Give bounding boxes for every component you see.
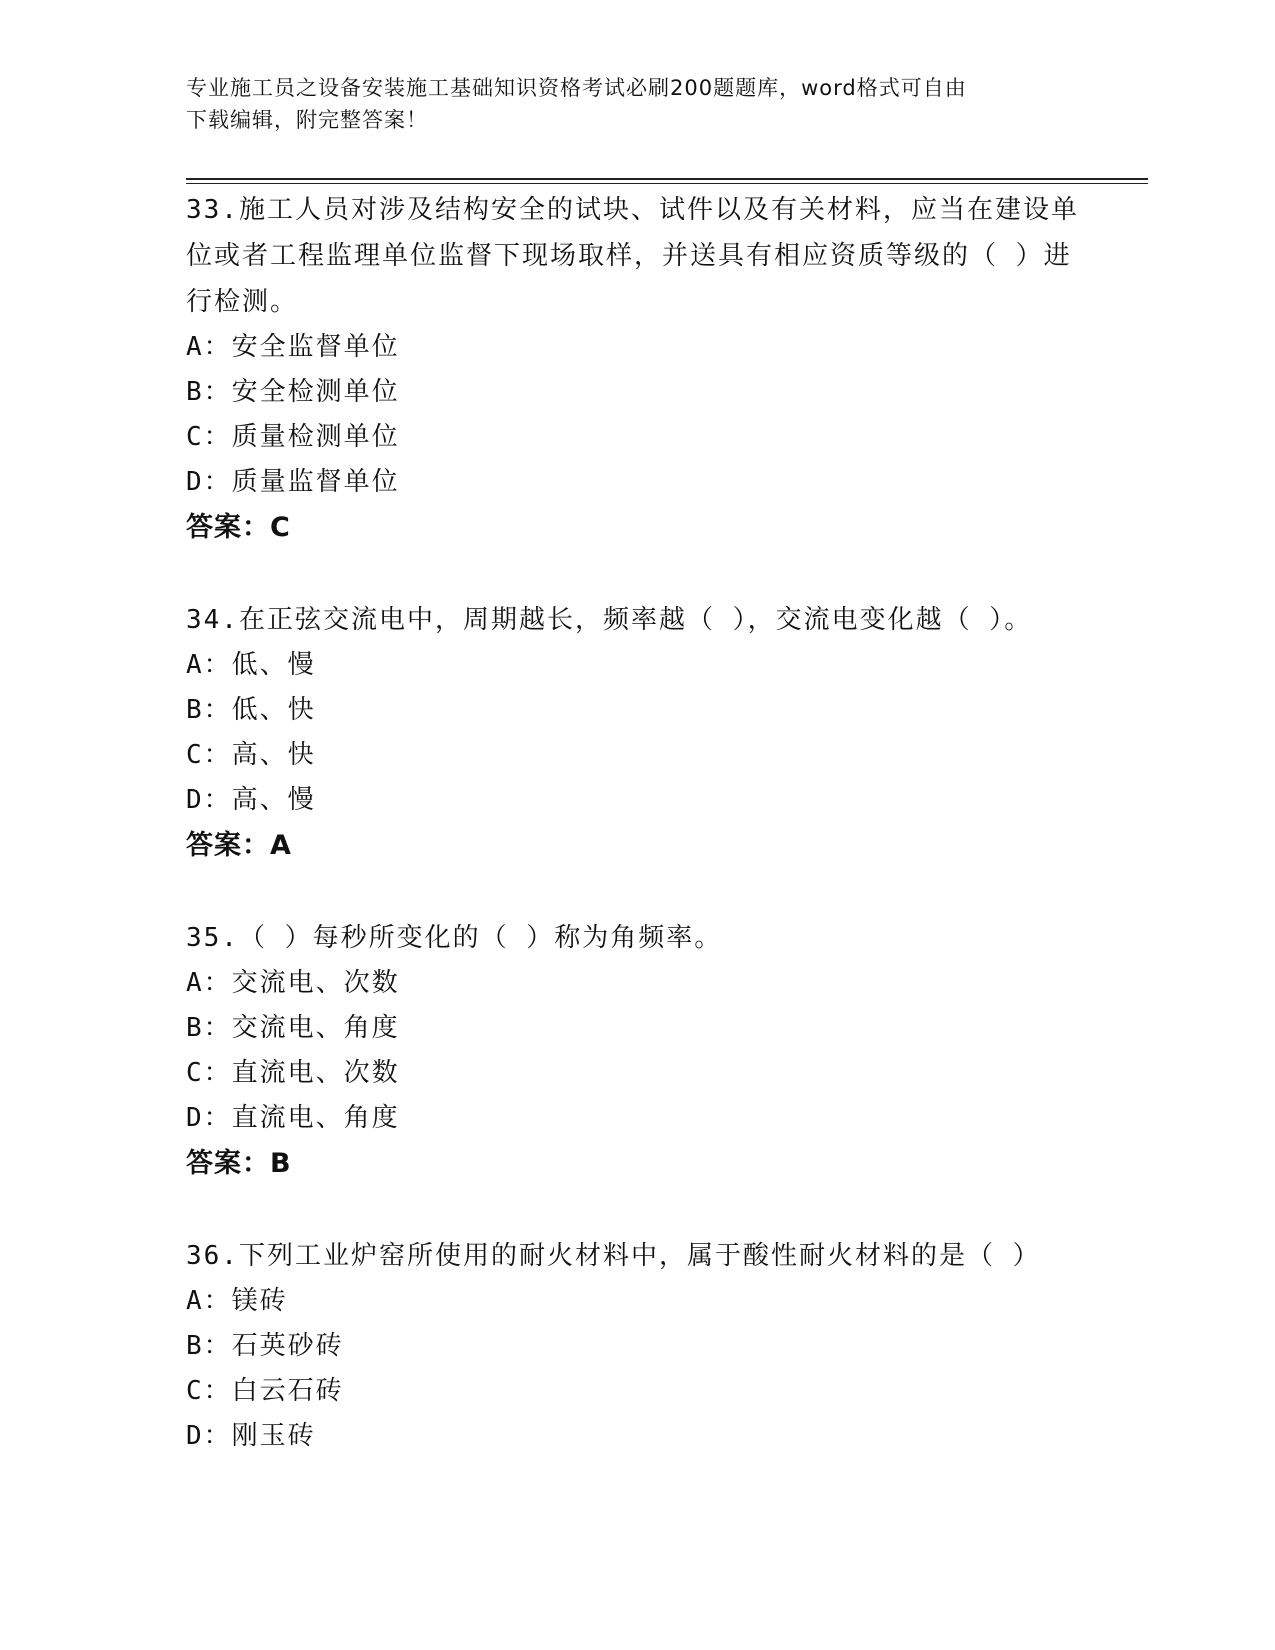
option-c: C：白云石砖 bbox=[186, 1376, 344, 1406]
option-d: D：刚玉砖 bbox=[186, 1421, 316, 1451]
option-b: B：低、快 bbox=[186, 695, 316, 725]
option-list bbox=[186, 643, 1086, 823]
question-35 bbox=[186, 915, 1086, 1187]
question-text: 35.（ ）每秒所变化的（ ）称为角频率。 bbox=[186, 923, 723, 953]
question-text: 36.下列工业炉窑所使用的耐火材料中，属于酸性耐火材料的是（ ） bbox=[186, 1241, 1041, 1271]
question-33 bbox=[186, 187, 1086, 551]
option-b: B：交流电、角度 bbox=[186, 1013, 400, 1043]
option-a: A：低、慢 bbox=[186, 650, 316, 680]
answer-label: 答案：B bbox=[186, 1148, 292, 1179]
question-list bbox=[186, 187, 1086, 1505]
header-divider-thin bbox=[186, 183, 1148, 184]
option-list bbox=[186, 1279, 1086, 1459]
option-d: D：直流电、角度 bbox=[186, 1103, 400, 1133]
answer-label: 答案：A bbox=[186, 830, 292, 861]
question-text: 33.施工人员对涉及结构安全的试块、试件以及有关材料，应当在建设单位或者工程监理单位监督下现场取样，并送具有相应资质等级的（ ）进行检测。 bbox=[186, 195, 1079, 317]
option-list bbox=[186, 325, 1086, 505]
option-d: D：高、慢 bbox=[186, 785, 316, 815]
option-b: B：石英砂砖 bbox=[186, 1331, 344, 1361]
option-c: C：高、快 bbox=[186, 740, 316, 770]
option-b: B：安全检测单位 bbox=[186, 377, 400, 407]
option-d: D：质量监督单位 bbox=[186, 467, 400, 497]
option-list bbox=[186, 961, 1086, 1141]
header-line-1: 专业施工员之设备安装施工基础知识资格考试必刷200题题库，word格式可自由 bbox=[186, 76, 967, 100]
header-divider-thick bbox=[186, 178, 1148, 180]
option-a: A：镁砖 bbox=[186, 1286, 288, 1316]
option-c: C：质量检测单位 bbox=[186, 422, 400, 452]
answer-label: 答案：C bbox=[186, 512, 291, 543]
header-line-2: 下载编辑，附完整答案！ bbox=[186, 108, 428, 132]
question-34 bbox=[186, 597, 1086, 869]
question-text: 34.在正弦交流电中，周期越长，频率越（ ），交流电变化越（ ）。 bbox=[186, 605, 1033, 635]
option-a: A：交流电、次数 bbox=[186, 968, 400, 998]
option-a: A：安全监督单位 bbox=[186, 332, 400, 362]
option-c: C：直流电、次数 bbox=[186, 1058, 400, 1088]
question-36 bbox=[186, 1233, 1086, 1459]
document-header bbox=[186, 72, 1066, 136]
